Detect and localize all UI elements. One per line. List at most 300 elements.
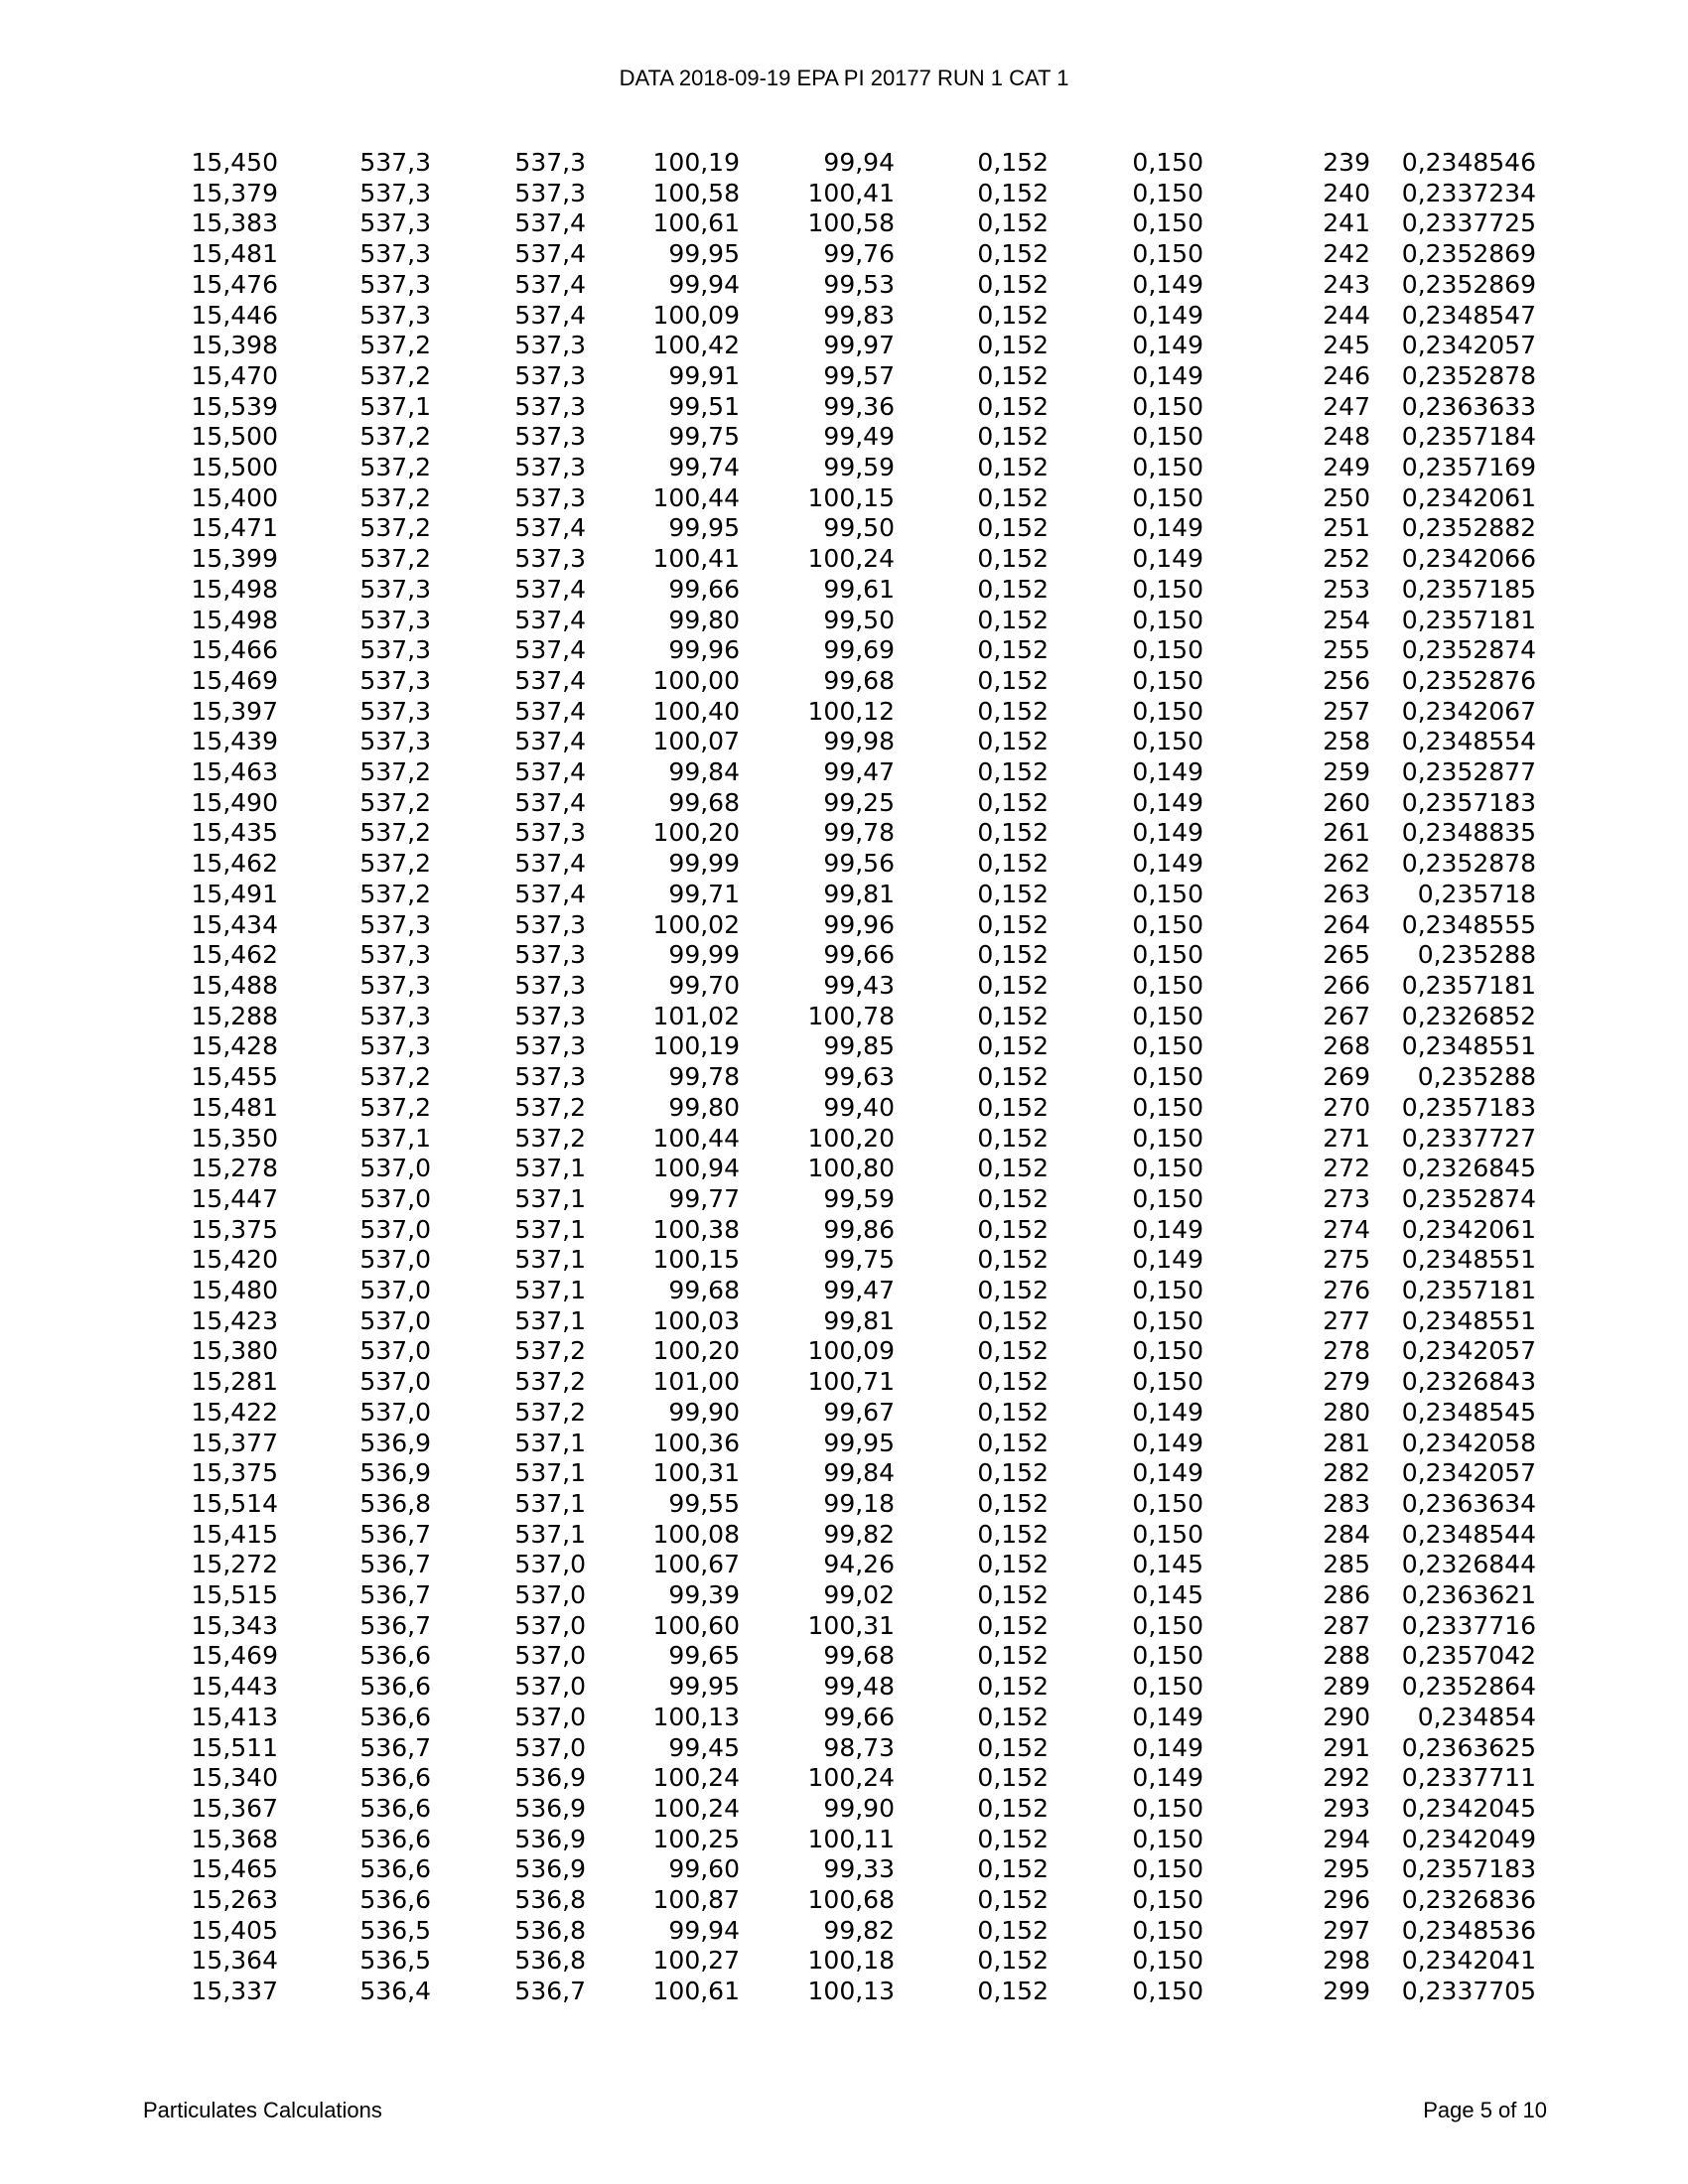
table-row [0,1733,1536,1764]
table-cell: 0,2342058 [1401,1428,1536,1457]
table-cell: 100,24 [807,544,895,574]
table-row [0,1398,1536,1429]
table-cell: 0,152 [977,818,1049,848]
table-row [0,849,1536,880]
table-cell: 245 [1323,331,1370,360]
table-cell: 0,2352876 [1401,665,1536,695]
table-cell: 99,81 [823,879,895,908]
table-cell: 99,74 [668,453,740,482]
table-row [0,1703,1536,1733]
table-cell: 100,13 [652,1702,740,1731]
table-cell: 99,91 [668,360,740,390]
table-row [0,179,1536,209]
table-cell: 99,96 [668,635,740,665]
table-cell: 537,1 [514,1458,586,1488]
table-cell: 537,3 [359,635,431,665]
table-cell: 0,152 [977,1946,1049,1976]
table-cell: 537,2 [359,422,431,452]
table-cell: 537,3 [359,574,431,604]
table-cell: 15,488 [191,970,278,1000]
table-row [0,1306,1536,1337]
table-cell: 0,152 [977,1305,1049,1335]
table-cell: 537,2 [359,757,431,787]
table-cell: 0,152 [977,635,1049,665]
table-cell: 0,2352874 [1401,635,1536,665]
table-cell: 0,2357183 [1401,1854,1536,1884]
table-cell: 15,397 [191,696,278,726]
table-cell: 537,3 [514,940,586,970]
table-row [0,208,1536,239]
table-cell: 537,3 [359,1001,431,1030]
table-cell: 537,2 [514,1367,586,1397]
table-row [0,1580,1536,1611]
table-cell: 99,57 [823,360,895,390]
table-cell: 0,149 [1132,360,1203,390]
table-cell: 100,13 [807,1977,895,2006]
table-cell: 0,150 [1132,239,1203,269]
page-header-title: DATA 2018-09-19 EPA PI 20177 RUN 1 CAT 1 [619,66,1069,90]
table-cell: 537,2 [514,1397,586,1427]
table-cell: 99,84 [823,1458,895,1488]
table-cell: 299 [1323,1977,1370,2006]
table-cell: 265 [1323,940,1370,970]
table-cell: 289 [1323,1672,1370,1702]
table-cell: 99,97 [823,331,895,360]
table-cell: 15,450 [191,148,278,177]
table-cell: 537,0 [514,1550,586,1579]
table-cell: 260 [1323,787,1370,817]
table-cell: 537,3 [359,665,431,695]
table-row [0,239,1536,270]
table-cell: 15,337 [191,1977,278,2006]
table-cell: 280 [1323,1397,1370,1427]
table-cell: 100,09 [807,1336,895,1366]
table-cell: 0,2357183 [1401,1092,1536,1122]
table-cell: 273 [1323,1183,1370,1213]
table-cell: 0,150 [1132,1854,1203,1884]
table-cell: 0,2342057 [1401,1336,1536,1366]
table-cell: 15,471 [191,513,278,543]
table-cell: 0,150 [1132,1367,1203,1397]
table-cell: 100,08 [652,1519,740,1549]
table-cell: 295 [1323,1854,1370,1884]
table-cell: 15,511 [191,1732,278,1762]
table-row [0,1946,1536,1977]
table-cell: 99,02 [823,1580,895,1610]
table-cell: 15,480 [191,1276,278,1305]
table-cell: 0,2337711 [1401,1763,1536,1793]
table-cell: 537,0 [514,1732,586,1762]
table-cell: 537,0 [514,1580,586,1610]
table-cell: 0,150 [1132,148,1203,177]
table-cell: 241 [1323,208,1370,238]
table-cell: 0,152 [977,787,1049,817]
table-cell: 0,2357181 [1401,605,1536,634]
table-row [0,1916,1536,1947]
table-cell: 15,469 [191,665,278,695]
table-cell: 0,2357184 [1401,422,1536,452]
table-cell: 536,6 [359,1885,431,1915]
table-cell: 0,149 [1132,787,1203,817]
table-cell: 0,2326844 [1401,1550,1536,1579]
table-cell: 0,149 [1132,1732,1203,1762]
table-cell: 263 [1323,879,1370,908]
table-cell: 15,423 [191,1305,278,1335]
table-cell: 0,2348536 [1401,1915,1536,1945]
table-cell: 537,2 [359,787,431,817]
table-cell: 537,4 [514,605,586,634]
table-cell: 15,377 [191,1428,278,1457]
table-cell: 537,0 [359,1154,431,1183]
table-cell: 100,71 [807,1367,895,1397]
footer-section-title: Particulates Calculations [143,2098,382,2122]
table-cell: 0,150 [1132,1946,1203,1976]
table-cell: 537,2 [359,544,431,574]
table-cell: 100,15 [807,482,895,512]
table-cell: 100,19 [652,148,740,177]
table-cell: 537,3 [514,1001,586,1030]
table-cell: 292 [1323,1763,1370,1793]
table-cell: 537,0 [359,1336,431,1366]
table-cell: 99,45 [668,1732,740,1762]
table-cell: 261 [1323,818,1370,848]
table-cell: 0,152 [977,1367,1049,1397]
table-cell: 537,0 [359,1367,431,1397]
table-cell: 100,07 [652,727,740,756]
table-cell: 99,84 [668,757,740,787]
table-cell: 536,9 [359,1458,431,1488]
table-row [0,1154,1536,1184]
table-cell: 0,152 [977,909,1049,939]
table-row [0,1794,1536,1825]
table-cell: 0,152 [977,482,1049,512]
table-cell: 537,3 [514,148,586,177]
table-cell: 0,2326845 [1401,1154,1536,1183]
table-cell: 537,0 [359,1276,431,1305]
table-row [0,818,1536,849]
table-row [0,1520,1536,1551]
table-cell: 0,2337727 [1401,1123,1536,1153]
table-cell: 99,75 [823,1245,895,1275]
table-cell: 286 [1323,1580,1370,1610]
table-cell: 293 [1323,1793,1370,1823]
table-cell: 0,152 [977,605,1049,634]
table-cell: 0,150 [1132,1092,1203,1122]
table-cell: 267 [1323,1001,1370,1030]
table-cell: 0,150 [1132,1519,1203,1549]
table-cell: 247 [1323,391,1370,421]
table-cell: 537,0 [359,1183,431,1213]
table-cell: 537,1 [359,391,431,421]
table-cell: 537,4 [514,757,586,787]
table-row [0,1611,1536,1642]
table-cell: 536,8 [514,1915,586,1945]
table-cell: 99,70 [668,970,740,1000]
table-cell: 0,152 [977,544,1049,574]
table-row [0,606,1536,636]
table-cell: 99,80 [668,605,740,634]
table-cell: 279 [1323,1367,1370,1397]
table-cell: 99,82 [823,1915,895,1945]
table-cell: 0,2357169 [1401,453,1536,482]
table-cell: 99,94 [823,148,895,177]
table-cell: 15,278 [191,1154,278,1183]
table-cell: 0,150 [1132,909,1203,939]
table-cell: 266 [1323,970,1370,1000]
table-cell: 0,152 [977,879,1049,908]
table-cell: 0,152 [977,239,1049,269]
table-cell: 15,491 [191,879,278,908]
table-cell: 100,19 [652,1031,740,1061]
table-cell: 282 [1323,1458,1370,1488]
table-cell: 251 [1323,513,1370,543]
table-cell: 536,5 [359,1915,431,1945]
table-row [0,1641,1536,1672]
table-cell: 0,150 [1132,1154,1203,1183]
table-cell: 15,439 [191,727,278,756]
table-cell: 15,422 [191,1397,278,1427]
table-cell: 99,60 [668,1854,740,1884]
table-row [0,1093,1536,1124]
table-cell: 15,420 [191,1245,278,1275]
footer-page-number: Page 5 of 10 [1423,2098,1547,2122]
table-cell: 0,2337716 [1401,1610,1536,1640]
table-cell: 537,4 [514,696,586,726]
table-cell: 0,150 [1132,605,1203,634]
table-cell: 243 [1323,269,1370,299]
table-cell: 537,4 [514,208,586,238]
table-cell: 99,95 [668,1672,740,1702]
table-cell: 0,2342066 [1401,544,1536,574]
table-cell: 99,86 [823,1214,895,1244]
table-cell: 99,90 [668,1397,740,1427]
table-body [0,148,1536,2007]
table-cell: 291 [1323,1732,1370,1762]
table-cell: 15,343 [191,1610,278,1640]
table-cell: 15,469 [191,1641,278,1671]
table-cell: 100,44 [652,1123,740,1153]
table-cell: 15,463 [191,757,278,787]
table-cell: 537,3 [514,909,586,939]
table-cell: 0,150 [1132,696,1203,726]
table-cell: 254 [1323,605,1370,634]
table-cell: 99,83 [823,300,895,330]
table-cell: 99,55 [668,1488,740,1518]
table-cell: 99,90 [823,1793,895,1823]
table-cell: 0,2348546 [1401,148,1536,177]
table-cell: 0,150 [1132,422,1203,452]
table-cell: 99,59 [823,453,895,482]
table-cell: 15,466 [191,635,278,665]
table-cell: 100,36 [652,1428,740,1457]
table-cell: 99,98 [823,727,895,756]
table-cell: 99,61 [823,574,895,604]
table-cell: 537,3 [359,605,431,634]
table-cell: 274 [1323,1214,1370,1244]
table-row [0,757,1536,788]
table-cell: 15,380 [191,1336,278,1366]
table-cell: 15,288 [191,1001,278,1030]
table-cell: 536,8 [359,1488,431,1518]
table-cell: 250 [1323,482,1370,512]
data-table [0,148,1536,2007]
table-row [0,1367,1536,1398]
table-cell: 285 [1323,1550,1370,1579]
table-cell: 296 [1323,1885,1370,1915]
table-cell: 99,95 [668,239,740,269]
table-cell: 99,50 [823,605,895,634]
table-cell: 536,6 [359,1702,431,1731]
table-cell: 0,152 [977,574,1049,604]
table-cell: 0,2363621 [1401,1580,1536,1610]
table-cell: 537,0 [514,1610,586,1640]
table-cell: 99,48 [823,1672,895,1702]
table-row [0,1062,1536,1093]
table-cell: 99,82 [823,1519,895,1549]
table-cell: 99,49 [823,422,895,452]
table-cell: 99,67 [823,1397,895,1427]
table-cell: 0,152 [977,178,1049,207]
table-row [0,1429,1536,1459]
table-cell: 0,149 [1132,1428,1203,1457]
table-cell: 271 [1323,1123,1370,1153]
table-cell: 94,26 [823,1550,895,1579]
table-cell: 278 [1323,1336,1370,1366]
table-cell: 0,2357181 [1401,1276,1536,1305]
table-cell: 100,20 [807,1123,895,1153]
table-cell: 537,3 [514,970,586,1000]
table-cell: 0,149 [1132,818,1203,848]
table-cell: 0,149 [1132,757,1203,787]
table-cell: 100,03 [652,1305,740,1335]
table-cell: 15,367 [191,1793,278,1823]
table-cell: 0,150 [1132,970,1203,1000]
table-row [0,392,1536,423]
table-cell: 15,398 [191,331,278,360]
table-cell: 0,2363633 [1401,391,1536,421]
table-cell: 99,68 [668,1276,740,1305]
table-cell: 15,446 [191,300,278,330]
table-cell: 15,272 [191,1550,278,1579]
table-cell: 15,405 [191,1915,278,1945]
table-cell: 0,150 [1132,1305,1203,1335]
table-cell: 0,2342067 [1401,696,1536,726]
table-cell: 536,6 [359,1824,431,1853]
table-row [0,697,1536,728]
table-cell: 15,263 [191,1885,278,1915]
table-cell: 15,435 [191,818,278,848]
table-cell: 0,2352869 [1401,269,1536,299]
table-cell: 0,152 [977,696,1049,726]
table-cell: 0,2342061 [1401,1214,1536,1244]
table-cell: 257 [1323,696,1370,726]
table-cell: 0,150 [1132,1062,1203,1092]
table-row [0,880,1536,910]
table-cell: 0,150 [1132,1276,1203,1305]
table-row [0,331,1536,361]
table-cell: 0,234854 [1417,1702,1536,1731]
table-cell: 0,150 [1132,178,1203,207]
table-cell: 287 [1323,1610,1370,1640]
table-cell: 537,2 [359,513,431,543]
table-cell: 537,3 [359,208,431,238]
table-cell: 0,150 [1132,1001,1203,1030]
table-cell: 99,65 [668,1641,740,1671]
table-cell: 99,71 [668,879,740,908]
table-cell: 0,152 [977,1885,1049,1915]
table-cell: 15,447 [191,1183,278,1213]
table-cell: 100,44 [652,482,740,512]
table-cell: 0,150 [1132,208,1203,238]
table-cell: 0,150 [1132,1488,1203,1518]
table-cell: 100,87 [652,1885,740,1915]
table-cell: 264 [1323,909,1370,939]
table-cell: 15,470 [191,360,278,390]
table-cell: 537,3 [514,360,586,390]
table-cell: 294 [1323,1824,1370,1853]
table-row [0,1825,1536,1855]
table-cell: 15,443 [191,1672,278,1702]
table-cell: 15,481 [191,239,278,269]
table-cell: 0,149 [1132,1397,1203,1427]
table-cell: 99,95 [668,513,740,543]
table-cell: 0,2326843 [1401,1367,1536,1397]
table-row [0,1672,1536,1703]
table-cell: 0,2342057 [1401,331,1536,360]
table-cell: 0,152 [977,360,1049,390]
table-cell: 15,400 [191,482,278,512]
table-cell: 0,2352882 [1401,513,1536,543]
table-cell: 0,150 [1132,453,1203,482]
table-cell: 0,152 [977,1001,1049,1030]
table-cell: 0,2348835 [1401,818,1536,848]
table-cell: 537,0 [359,1305,431,1335]
table-cell: 537,3 [514,1062,586,1092]
table-cell: 277 [1323,1305,1370,1335]
table-cell: 0,2348551 [1401,1031,1536,1061]
table-cell: 99,47 [823,757,895,787]
table-cell: 100,41 [652,544,740,574]
table-cell: 100,42 [652,331,740,360]
table-cell: 537,3 [359,148,431,177]
table-cell: 99,47 [823,1276,895,1305]
table-row [0,575,1536,606]
table-cell: 0,2352878 [1401,849,1536,879]
table-cell: 15,465 [191,1854,278,1884]
table-cell: 537,3 [359,269,431,299]
table-cell: 0,2352869 [1401,239,1536,269]
table-cell: 536,4 [359,1977,431,2006]
table-cell: 99,68 [668,787,740,817]
table-cell: 536,7 [359,1610,431,1640]
table-cell: 15,434 [191,909,278,939]
table-cell: 537,3 [514,178,586,207]
table-cell: 15,375 [191,1458,278,1488]
table-cell: 100,27 [652,1946,740,1976]
table-cell: 537,3 [514,482,586,512]
table-cell: 100,24 [807,1763,895,1793]
table-cell: 0,150 [1132,1915,1203,1945]
table-cell: 99,81 [823,1305,895,1335]
table-cell: 15,350 [191,1123,278,1153]
table-cell: 0,235288 [1417,1062,1536,1092]
table-cell: 0,152 [977,757,1049,787]
table-cell: 99,50 [823,513,895,543]
table-cell: 99,56 [823,849,895,879]
table-cell: 99,76 [823,239,895,269]
table-cell: 0,150 [1132,940,1203,970]
table-cell: 537,2 [514,1092,586,1122]
